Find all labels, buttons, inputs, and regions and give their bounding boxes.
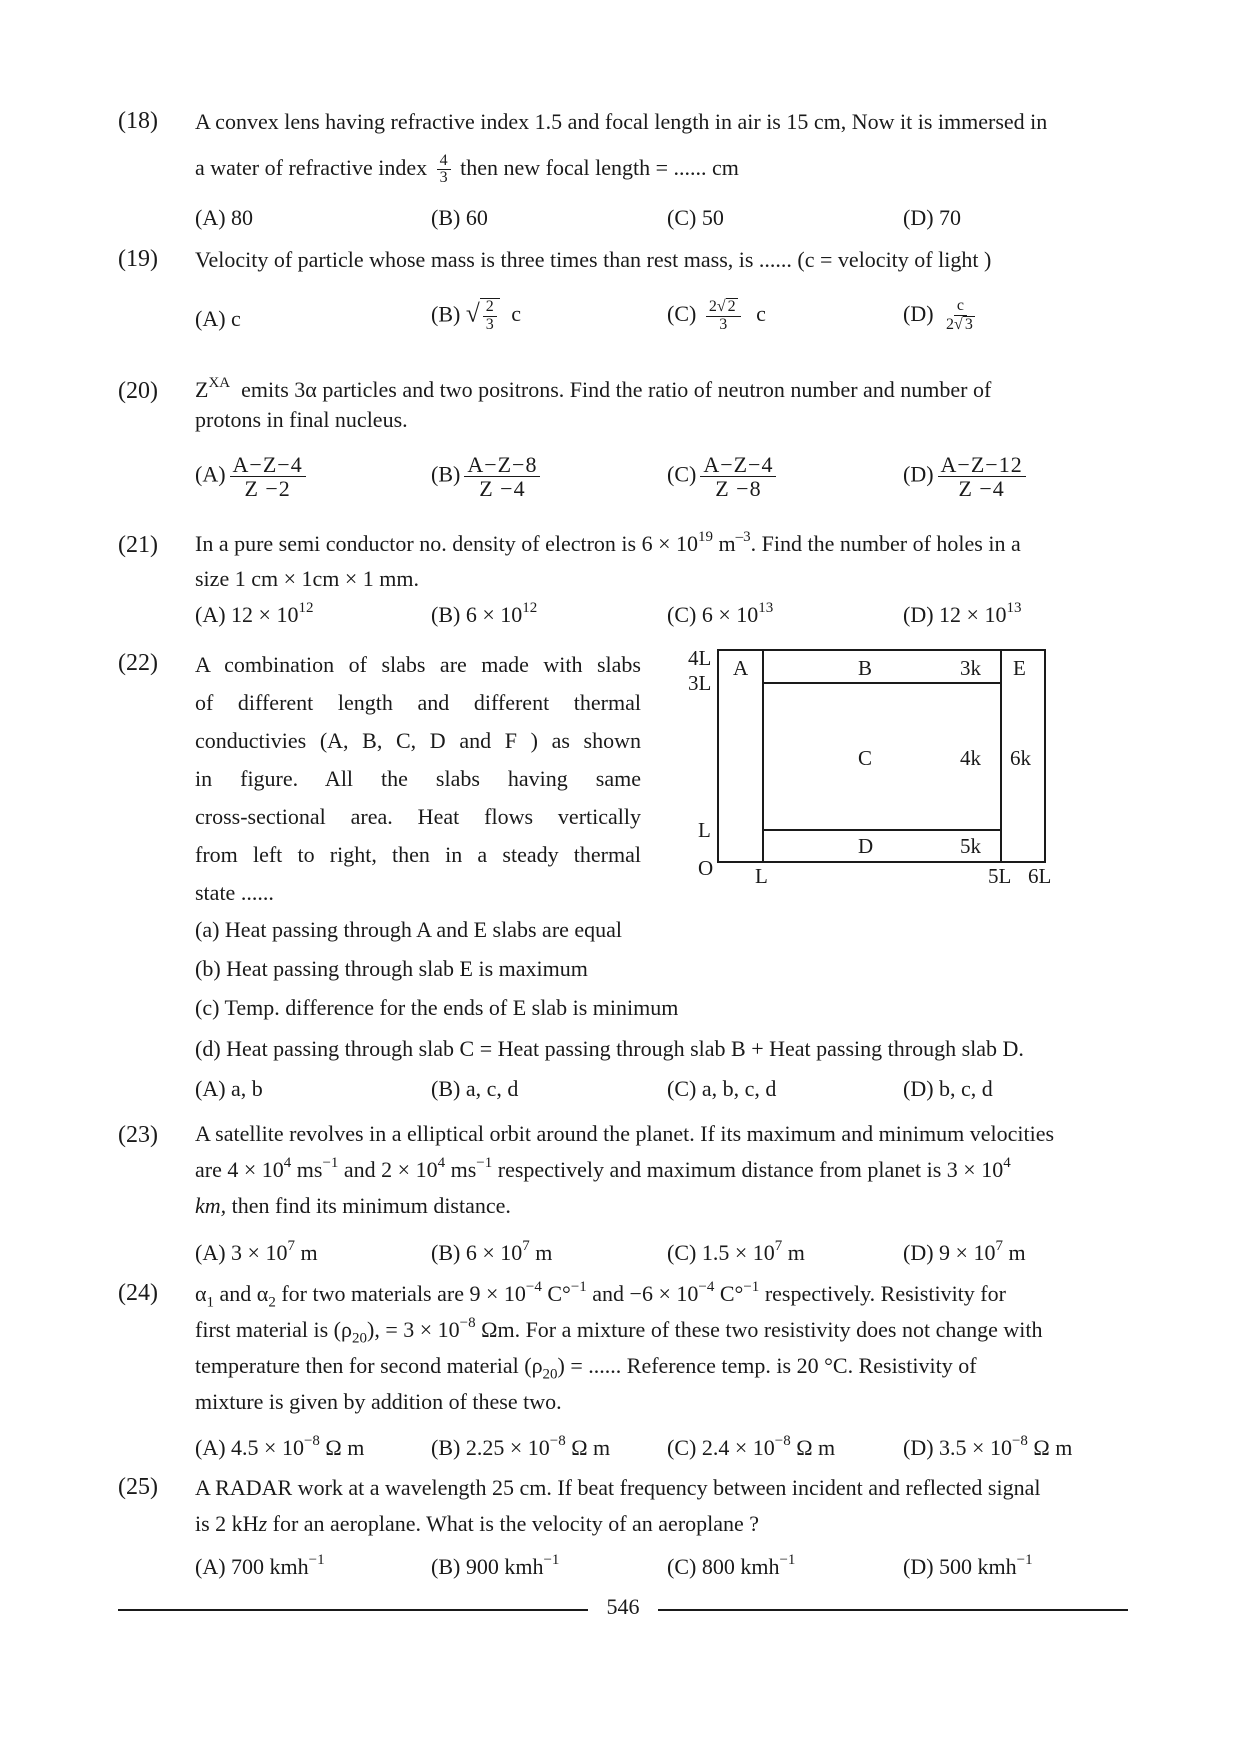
question-number: (23) xyxy=(118,1122,158,1148)
option-c xyxy=(667,599,774,628)
option-text: (A) 4.5 × 10 xyxy=(195,1435,304,1460)
option-label: (C) xyxy=(667,300,697,326)
y-label-l: L xyxy=(698,818,711,842)
fraction xyxy=(464,453,540,500)
slab-label-e: E xyxy=(1013,656,1026,680)
text-fragment: ms xyxy=(291,1157,323,1182)
superscript: −8 xyxy=(774,1432,791,1449)
question-line xyxy=(195,526,1128,562)
question-text xyxy=(195,1276,1128,1420)
option-b xyxy=(431,298,521,334)
numerator: A−Z−8 xyxy=(464,453,540,477)
question-line xyxy=(195,1348,1128,1384)
options-row xyxy=(195,205,1128,245)
option-a: (A) 80 xyxy=(195,205,254,230)
text-fragment: ms xyxy=(445,1157,477,1182)
superscript: 19 xyxy=(698,528,714,545)
x-label-6l: 6L xyxy=(1028,864,1052,888)
option-text: (B) 6 × 10 xyxy=(431,1240,523,1265)
option-text: (A) 12 × 10 xyxy=(195,602,299,627)
sqrt-symbol: √ xyxy=(465,299,480,328)
question-line: A RADAR work at a wavelength 25 cm. If beat frequency between incident and reflected signal xyxy=(195,1475,1041,1500)
option-label: (B) xyxy=(431,301,461,327)
subscript: 1 xyxy=(206,1294,215,1311)
option-d xyxy=(903,453,1030,500)
options-row xyxy=(195,1551,1128,1594)
denominator: Z −4 xyxy=(958,476,1005,502)
option-text: (B) 900 kmh xyxy=(431,1554,544,1579)
option-unit: Ω m xyxy=(319,1435,365,1460)
option-tail: c xyxy=(511,301,521,327)
statement-b: (b) Heat passing through slab E is maximum xyxy=(195,956,588,981)
superscript: –3 xyxy=(735,528,751,545)
superscript: −1 xyxy=(322,1154,339,1171)
option-d xyxy=(903,599,1022,628)
text-fragment: ), = 3 × 10 xyxy=(367,1317,460,1342)
text-fragment: is 2 kH xyxy=(195,1511,259,1536)
numerator: c xyxy=(954,298,967,316)
superscript: −8 xyxy=(459,1314,476,1331)
text-fragment: ) = ...... Reference temp. is 20 °C. Resistivity of xyxy=(557,1353,977,1378)
superscript: −1 xyxy=(1016,1551,1033,1568)
option-d xyxy=(903,1551,1033,1580)
option-d xyxy=(903,1432,1073,1461)
option-text: (D) 500 kmh xyxy=(903,1554,1017,1579)
x-label-l: L xyxy=(755,864,768,888)
question-text xyxy=(195,646,641,912)
option-text: (B) 6 × 10 xyxy=(431,602,523,627)
question-line: size 1 cm × 1cm × 1 mm. xyxy=(195,566,419,591)
subscript: 20 xyxy=(542,1366,558,1383)
question-number: (19) xyxy=(118,246,158,272)
subscript: 2 xyxy=(268,1294,276,1311)
text-fragment: respectively. Resistivity for xyxy=(759,1281,1006,1306)
question-line: A convex lens having refractive index 1.5 and focal length in air is 15 cm, Now it is immersed in xyxy=(195,109,1048,134)
superscript: −1 xyxy=(476,1154,493,1171)
slab-label-c: C xyxy=(858,746,873,770)
question-text xyxy=(195,1470,1128,1542)
k-label-4k: 4k xyxy=(960,746,981,770)
radicand: 2 xyxy=(727,298,736,315)
option-unit: Ω m xyxy=(1027,1435,1073,1460)
option-c xyxy=(667,453,780,500)
element-symbol: Z xyxy=(195,377,209,402)
question-text xyxy=(195,1116,1128,1224)
option-text: (D) 12 × 10 xyxy=(903,602,1007,627)
superscript: 12 xyxy=(522,599,538,616)
option-tail: c xyxy=(756,300,766,326)
option-d xyxy=(903,298,982,334)
options-row xyxy=(195,1432,1128,1475)
option-b xyxy=(431,453,544,500)
denominator: 3 xyxy=(485,315,494,333)
option-label: (B) xyxy=(431,461,461,487)
option-a xyxy=(195,1432,365,1461)
question-line xyxy=(195,1506,1128,1542)
k-label-3k: 3k xyxy=(960,656,981,680)
denominator: 2√ 3 xyxy=(946,315,973,333)
option-label: (D) xyxy=(903,461,934,487)
option-text: (D) 9 × 10 xyxy=(903,1240,996,1265)
option-text: (A) 700 kmh xyxy=(195,1554,309,1579)
question-number: (22) xyxy=(118,650,158,676)
slab-diagram xyxy=(683,645,1093,905)
statement-c: (c) Temp. difference for the ends of E slab is minimum xyxy=(195,995,679,1020)
option-d xyxy=(903,1237,1026,1266)
superscript: 4 xyxy=(283,1154,292,1171)
question-line xyxy=(195,1188,1128,1224)
option-c xyxy=(667,1432,836,1461)
superscript: 7 xyxy=(995,1237,1003,1254)
footer-rule-right xyxy=(658,1609,1128,1611)
subscript: 20 xyxy=(352,1330,367,1347)
option-a xyxy=(195,599,314,628)
text-fragment: . Find the number of holes in a xyxy=(750,531,1021,556)
options-row xyxy=(195,453,1128,513)
text-fragment: and −6 × 10 xyxy=(586,1281,699,1306)
superscript: −4 xyxy=(698,1278,715,1295)
option-a xyxy=(195,1237,318,1266)
superscript: 13 xyxy=(1006,599,1022,616)
question-line xyxy=(195,1276,1128,1312)
fraction xyxy=(938,453,1026,500)
question-text xyxy=(195,104,1128,187)
option-c: (C) 50 xyxy=(667,205,724,230)
superscript: 4 xyxy=(437,1154,446,1171)
radicand: 3 xyxy=(964,315,973,333)
text-fragment: m xyxy=(713,531,736,556)
question-line: cross-sectional area. Heat flows vertically xyxy=(195,804,641,829)
text-fragment: then new focal length = ...... cm xyxy=(460,155,739,180)
coefficient: 2 xyxy=(946,315,955,333)
superscript: XA xyxy=(208,374,231,391)
text-fragment: In a pure semi conductor no. density of electron is 6 × 10 xyxy=(195,531,699,556)
x-label-5l: 5L xyxy=(988,864,1012,888)
k-label-6k: 6k xyxy=(1010,746,1031,770)
option-unit: m xyxy=(1002,1240,1026,1265)
question-text xyxy=(195,372,1128,438)
option-text: (C) 2.4 × 10 xyxy=(667,1435,775,1460)
text-fragment: are 4 × 10 xyxy=(195,1157,284,1182)
option-d: (D) b, c, d xyxy=(903,1076,993,1101)
question-number: (20) xyxy=(118,378,158,404)
numerator: A−Z−4 xyxy=(700,453,776,477)
option-b xyxy=(431,599,538,628)
fraction xyxy=(230,453,306,500)
superscript: −1 xyxy=(308,1551,325,1568)
question-number: (25) xyxy=(118,1474,158,1500)
option-d: (D) 70 xyxy=(903,205,962,230)
numerator: A−Z−4 xyxy=(230,453,306,477)
option-unit: Ω m xyxy=(790,1435,836,1460)
option-label: (A) xyxy=(195,461,226,487)
fraction xyxy=(437,153,451,188)
page-number: 546 xyxy=(606,1594,640,1619)
superscript: −1 xyxy=(570,1278,587,1295)
option-b xyxy=(431,1237,553,1266)
option-b: (B) 60 xyxy=(431,205,488,230)
superscript: −1 xyxy=(779,1551,796,1568)
denominator: Z −2 xyxy=(244,476,291,502)
option-a: (A) c xyxy=(195,306,241,331)
y-label-3l: 3L xyxy=(688,671,712,695)
radicand xyxy=(480,298,500,334)
question-line: mixture is given by addition of these two. xyxy=(195,1389,562,1414)
option-a xyxy=(195,453,310,500)
text-fragment: C° xyxy=(714,1281,744,1306)
option-c xyxy=(667,1237,805,1266)
option-text: (A) 3 × 10 xyxy=(195,1240,288,1265)
denominator: 3 xyxy=(719,315,728,333)
y-label-origin: O xyxy=(698,856,714,880)
question-line: A satellite revolves in a elliptical orbit around the planet. If its maximum and minimum velocities xyxy=(195,1121,1055,1146)
option-text: (C) 800 kmh xyxy=(667,1554,780,1579)
options-row xyxy=(195,599,1128,642)
text-fragment: z xyxy=(258,1511,268,1536)
slab-label-d: D xyxy=(858,834,874,858)
text-fragment: and 2 × 10 xyxy=(338,1157,438,1182)
option-c xyxy=(667,1551,796,1580)
question-line: state ...... xyxy=(195,880,274,905)
superscript: −8 xyxy=(549,1432,566,1449)
option-c: (C) a, b, c, d xyxy=(667,1076,777,1101)
text-fragment: for two materials are 9 × 10 xyxy=(275,1281,526,1306)
option-text: (C) 6 × 10 xyxy=(667,602,759,627)
numerator: 2√ 2 xyxy=(706,298,741,317)
text-fragment: then find its minimum distance. xyxy=(226,1193,511,1218)
option-b xyxy=(431,1432,611,1461)
text-fragment: for an aeroplane. What is the velocity of an aeroplane ? xyxy=(267,1511,760,1536)
fraction xyxy=(706,298,741,334)
option-a: (A) a, b xyxy=(195,1076,263,1101)
text-fragment: temperature then for second material (ρ xyxy=(195,1353,543,1378)
superscript: −8 xyxy=(303,1432,320,1449)
denominator: Z −4 xyxy=(479,476,526,502)
denominator: Z −8 xyxy=(715,476,762,502)
option-label: (C) xyxy=(667,461,697,487)
question-line: conductivies (A, B, C, D and F ) as shown xyxy=(195,728,641,753)
statement-a: (a) Heat passing through A and E slabs are equal xyxy=(195,917,623,942)
option-b xyxy=(431,1551,560,1580)
superscript: 7 xyxy=(774,1237,783,1254)
option-text: (D) 3.5 × 10 xyxy=(903,1435,1012,1460)
superscript: −1 xyxy=(543,1551,560,1568)
numerator: 4 xyxy=(437,153,451,171)
superscript: −4 xyxy=(525,1278,542,1295)
superscript: 7 xyxy=(287,1237,295,1254)
option-unit: m xyxy=(529,1240,553,1265)
text-fragment: respectively and maximum distance from planet is 3 × 10 xyxy=(492,1157,1004,1182)
options-row xyxy=(195,298,1128,348)
superscript: −1 xyxy=(743,1278,760,1295)
text-fragment: km, xyxy=(195,1193,227,1218)
superscript: 13 xyxy=(758,599,774,616)
y-label-4l: 4L xyxy=(688,646,712,670)
text-fragment: α xyxy=(195,1281,207,1306)
option-b: (B) a, c, d xyxy=(431,1076,519,1101)
option-text: (B) 2.25 × 10 xyxy=(431,1435,550,1460)
superscript: 7 xyxy=(522,1237,530,1254)
option-unit: m xyxy=(782,1240,805,1265)
numerator: A−Z−12 xyxy=(938,453,1026,477)
question-number: (18) xyxy=(118,108,158,134)
text-fragment: and α xyxy=(214,1281,269,1306)
superscript: 12 xyxy=(298,599,314,616)
fraction xyxy=(943,298,978,334)
question-line: protons in final nucleus. xyxy=(195,407,408,432)
k-label-5k: 5k xyxy=(960,834,981,858)
question-text: Velocity of particle whose mass is three times than rest mass, is ...... (c = velocity of light ) xyxy=(195,247,992,272)
fraction xyxy=(700,453,776,500)
text-fragment: Ωm. For a mixture of these two resistivity does not change with xyxy=(475,1317,1043,1342)
superscript: 4 xyxy=(1003,1154,1011,1171)
option-a xyxy=(195,1551,325,1580)
question-text xyxy=(195,526,1128,597)
slab-label-b: B xyxy=(858,656,873,680)
question-line xyxy=(195,1152,1128,1188)
text-fragment: first material is (ρ xyxy=(195,1317,352,1342)
options-row xyxy=(195,1076,1128,1116)
text-fragment: C° xyxy=(541,1281,571,1306)
question-number: (24) xyxy=(118,1280,158,1306)
fraction xyxy=(483,299,497,334)
option-text: (C) 1.5 × 10 xyxy=(667,1240,775,1265)
superscript: −8 xyxy=(1011,1432,1028,1449)
question-line xyxy=(195,1312,1128,1348)
slab-label-a: A xyxy=(733,656,749,680)
text-fragment: emits 3α particles and two positrons. Find the ratio of neutron number and number of xyxy=(241,377,992,402)
option-unit: m xyxy=(294,1240,318,1265)
coefficient: 2 xyxy=(708,298,717,315)
question-number: (21) xyxy=(118,532,158,558)
footer-rule-left xyxy=(118,1609,588,1611)
option-c xyxy=(667,298,766,334)
options-row xyxy=(195,1237,1128,1280)
text-fragment: a water of refractive index xyxy=(195,155,428,180)
denominator: 3 xyxy=(439,169,448,187)
question-line xyxy=(195,150,1128,187)
statement-d: (d) Heat passing through slab C = Heat passing through slab B + Heat passing through slab D. xyxy=(195,1036,1024,1061)
question-line: of different length and different thermal xyxy=(195,690,641,715)
numerator: 2 xyxy=(483,299,497,317)
question-line: A combination of slabs are made with slabs xyxy=(195,652,641,677)
option-unit: Ω m xyxy=(565,1435,611,1460)
option-label: (D) xyxy=(903,300,934,326)
question-line: from left to right, then in a steady thermal xyxy=(195,842,641,867)
question-line: in figure. All the slabs having same xyxy=(195,766,641,791)
